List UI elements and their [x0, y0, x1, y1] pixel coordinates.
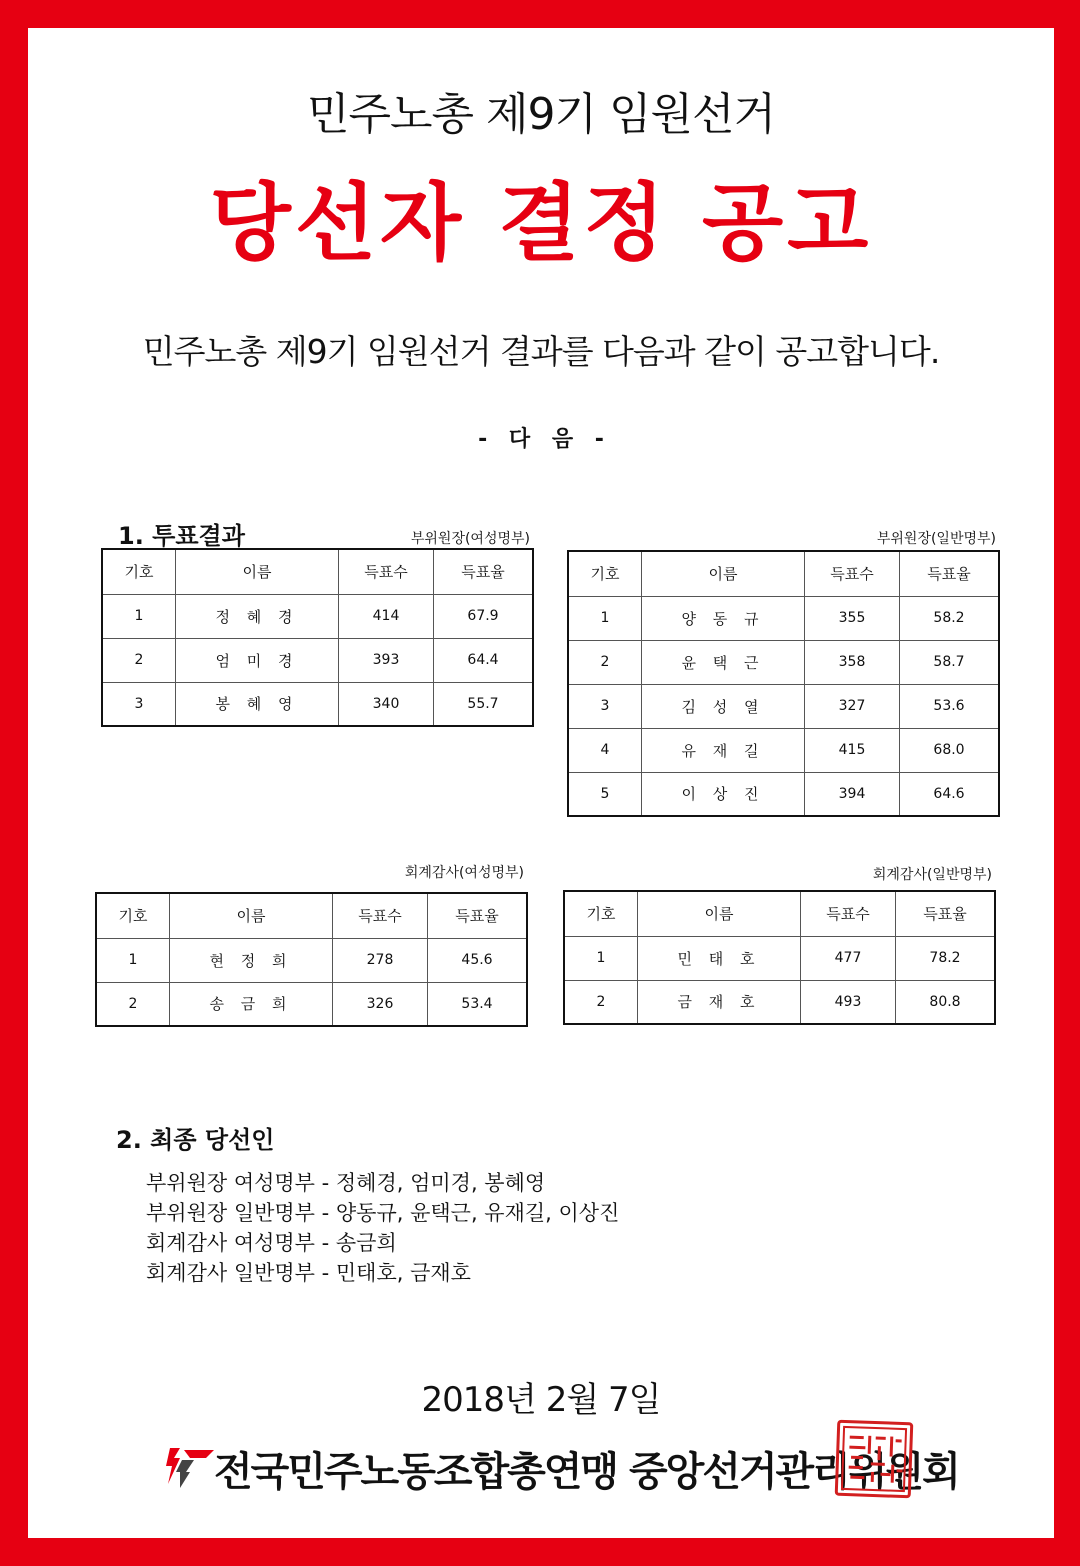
table-caption-vp-general: 부위원장(일반명부)	[876, 531, 996, 547]
candidate-name: 이 상 진	[642, 772, 805, 816]
final-winners-list	[146, 1168, 619, 1288]
candidate-name: 정 혜 경	[176, 594, 339, 638]
column-header-votes: 득표수	[805, 551, 900, 596]
table-row	[96, 982, 527, 1026]
column-header-name: 이름	[642, 551, 805, 596]
vote-rate: 58.7	[900, 640, 1000, 684]
organization-name: 전국민주노동조합총연맹 중앙선거관리위원회	[214, 1449, 959, 1495]
column-header-name: 이름	[638, 891, 801, 936]
column-header-rate: 득표율	[434, 549, 534, 594]
notice-title: 당선자 결정 공고	[209, 174, 873, 272]
vote-count: 477	[801, 936, 896, 980]
column-header-num: 기호	[96, 893, 170, 938]
section-1-heading: 1. 투표결과	[118, 522, 245, 550]
notice-date: 2018년 2월 7일	[421, 1380, 661, 1420]
vote-rate: 53.4	[428, 982, 528, 1026]
winners-line-vp-women: 부위원장 여성명부 - 정혜경, 엄미경, 봉혜영	[146, 1171, 546, 1195]
candidate-number: 1	[568, 596, 642, 640]
election-subtitle: 민주노총 제9기 임원선거	[306, 89, 775, 140]
notice-page	[28, 28, 1054, 1538]
table-caption-audit-general: 회계감사(일반명부)	[872, 867, 992, 883]
vote-rate: 78.2	[896, 936, 996, 980]
candidate-name: 민 태 호	[638, 936, 801, 980]
column-header-name: 이름	[176, 549, 339, 594]
column-header-num: 기호	[568, 551, 642, 596]
kctu-logo-icon	[160, 1442, 214, 1494]
column-header-votes: 득표수	[339, 549, 434, 594]
candidate-number: 2	[96, 982, 170, 1026]
vote-rate: 55.7	[434, 682, 534, 726]
table-row	[102, 638, 533, 682]
column-header-rate: 득표율	[896, 891, 996, 936]
candidate-name: 양 동 규	[642, 596, 805, 640]
candidate-number: 4	[568, 728, 642, 772]
vote-count: 415	[805, 728, 900, 772]
column-header-rate: 득표율	[428, 893, 528, 938]
notice-lead: 민주노총 제9기 임원선거 결과를 다음과 같이 공고합니다.	[142, 332, 940, 371]
table-row	[568, 684, 999, 728]
table-row	[568, 640, 999, 684]
candidate-number: 2	[568, 640, 642, 684]
vote-rate: 53.6	[900, 684, 1000, 728]
vote-rate: 58.2	[900, 596, 1000, 640]
table-row	[102, 594, 533, 638]
table-row	[564, 980, 995, 1024]
candidate-number: 2	[564, 980, 638, 1024]
table-row	[568, 728, 999, 772]
vote-count: 394	[805, 772, 900, 816]
results-table-vp-general	[567, 550, 1000, 817]
vote-count: 414	[339, 594, 434, 638]
results-table-audit-general	[563, 890, 996, 1025]
vote-count: 493	[801, 980, 896, 1024]
candidate-name: 윤 택 근	[642, 640, 805, 684]
vote-count: 278	[333, 938, 428, 982]
vote-rate: 45.6	[428, 938, 528, 982]
winners-line-audit-women: 회계감사 여성명부 - 송금희	[146, 1231, 397, 1255]
candidate-number: 3	[568, 684, 642, 728]
column-header-votes: 득표수	[801, 891, 896, 936]
candidate-name: 봉 혜 영	[176, 682, 339, 726]
column-header-num: 기호	[102, 549, 176, 594]
winners-line-audit-general: 회계감사 일반명부 - 민태호, 금재호	[146, 1261, 471, 1285]
da-eum-marker: - 다 음 -	[478, 427, 604, 452]
column-header-name: 이름	[170, 893, 333, 938]
vote-count: 326	[333, 982, 428, 1026]
table-row	[96, 938, 527, 982]
column-header-num: 기호	[564, 891, 638, 936]
table-caption-audit-women: 회계감사(여성명부)	[404, 865, 524, 881]
vote-count: 358	[805, 640, 900, 684]
vote-rate: 68.0	[900, 728, 1000, 772]
candidate-number: 1	[564, 936, 638, 980]
candidate-name: 송 금 희	[170, 982, 333, 1026]
table-row	[568, 772, 999, 816]
candidate-number: 1	[102, 594, 176, 638]
candidate-number: 5	[568, 772, 642, 816]
table-row	[564, 936, 995, 980]
vote-count: 355	[805, 596, 900, 640]
results-table-vp-women	[101, 548, 534, 727]
candidate-number: 2	[102, 638, 176, 682]
results-table-audit-women	[95, 892, 528, 1027]
official-seal-icon	[835, 1420, 914, 1499]
column-header-votes: 득표수	[333, 893, 428, 938]
candidate-name: 유 재 길	[642, 728, 805, 772]
column-header-rate: 득표율	[900, 551, 1000, 596]
vote-count: 327	[805, 684, 900, 728]
vote-rate: 67.9	[434, 594, 534, 638]
candidate-number: 1	[96, 938, 170, 982]
table-row	[568, 596, 999, 640]
vote-rate: 64.4	[434, 638, 534, 682]
candidate-name: 엄 미 경	[176, 638, 339, 682]
vote-count: 393	[339, 638, 434, 682]
candidate-name: 김 성 열	[642, 684, 805, 728]
vote-count: 340	[339, 682, 434, 726]
candidate-name: 금 재 호	[638, 980, 801, 1024]
winners-line-vp-general: 부위원장 일반명부 - 양동규, 윤택근, 유재길, 이상진	[146, 1201, 620, 1225]
table-caption-vp-women: 부위원장(여성명부)	[410, 531, 530, 547]
vote-rate: 80.8	[896, 980, 996, 1024]
table-row	[102, 682, 533, 726]
candidate-name: 현 정 희	[170, 938, 333, 982]
vote-rate: 64.6	[900, 772, 1000, 816]
candidate-number: 3	[102, 682, 176, 726]
section-2-heading: 2. 최종 당선인	[116, 1126, 275, 1154]
